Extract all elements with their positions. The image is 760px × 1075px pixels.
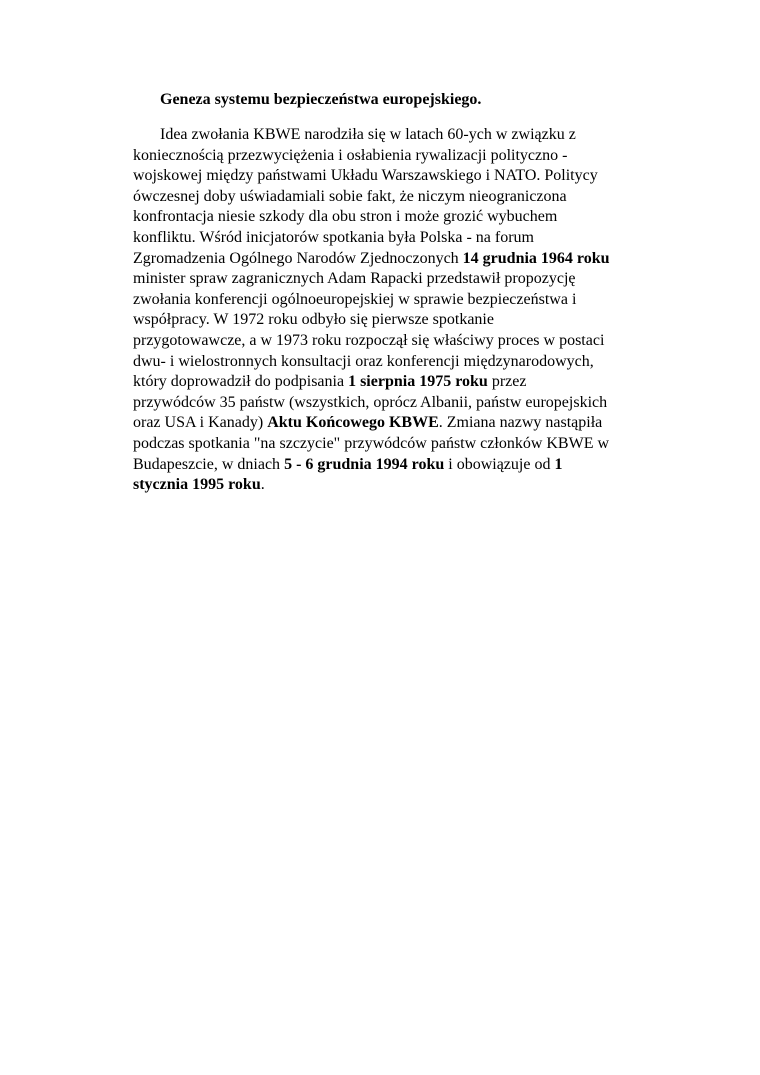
bold-text-run: 1 sierpnia 1975 roku (348, 373, 488, 391)
text-run: i obowiązuje od (444, 455, 555, 473)
text-run: Budapeszcie, w dniach (133, 455, 285, 473)
text-line (133, 269, 673, 290)
text-run: wojskowej między państwami Układu Warszawskiego i NATO. Politycy (133, 167, 598, 185)
text-run: który doprowadził do podpisania (133, 373, 349, 391)
bold-text-run: 14 grudnia 1964 roku (462, 249, 610, 267)
text-line (133, 331, 673, 352)
text-line (133, 125, 673, 146)
text-line (133, 352, 673, 373)
text-run: ówczesnej doby uświadamiali sobie fakt, że niczym nieograniczona (133, 187, 567, 205)
text-line (133, 249, 673, 270)
text-line (133, 166, 673, 187)
text-line (133, 413, 673, 434)
text-run: konfrontacja niesie szkody dla obu stron i może grozić wybuchem (133, 208, 558, 226)
text-run: współpracy. W 1972 roku odbyło się pierwsze spotkanie (133, 311, 494, 329)
text-line (133, 310, 673, 331)
bold-text-run: stycznia 1995 roku (133, 476, 261, 494)
body-paragraph (133, 125, 673, 496)
bold-text-run: Aktu Końcowego KBWE (267, 414, 439, 432)
document-title: Geneza systemu bezpieczeństwa europejskiego. (160, 91, 482, 108)
text-line (133, 228, 673, 249)
text-run: przez (487, 373, 527, 391)
text-run: . (260, 476, 265, 494)
bold-text-run: 1 (554, 455, 563, 473)
text-line (133, 455, 673, 476)
document-content (133, 88, 673, 496)
text-line (133, 475, 673, 496)
text-line (133, 434, 673, 455)
text-run: zwołania konferencji ogólnoeuropejskiej w sprawie bezpieczeństwa i (133, 290, 577, 308)
text-run: Idea zwołania KBWE narodziła się w latach 60-ych w związku z (160, 126, 576, 143)
text-run: Zgromadzenia Ogólnego Narodów Zjednoczonych (133, 249, 463, 267)
text-line (133, 372, 673, 393)
bold-text-run: 5 - 6 grudnia 1994 roku (284, 455, 445, 473)
text-run: przywódców 35 państw (wszystkich, oprócz Albanii, państw europejskich (133, 393, 608, 411)
text-line (133, 207, 673, 228)
text-line (133, 146, 673, 167)
text-run: konfliktu. Wśród inicjatorów spotkania była Polska - na forum (133, 228, 534, 246)
text-run: oraz USA i Kanady) (133, 414, 268, 432)
text-run: podczas spotkania "na szczycie" przywódców państw członków KBWE w (133, 434, 610, 452)
text-line (133, 290, 673, 311)
text-run: koniecznością przezwyciężenia i osłabienia rywalizacji polityczno - (133, 146, 568, 164)
text-run: minister spraw zagranicznych Adam Rapacki przedstawił propozycję (133, 270, 576, 288)
text-run: . Zmiana nazwy nastąpiła (438, 414, 603, 432)
text-run: dwu- i wielostronnych konsultacji oraz konferencji międzynarodowych, (133, 352, 594, 370)
text-run: przygotowawcze, a w 1973 roku rozpoczął się właściwy proces w postaci (133, 331, 605, 349)
text-line (133, 393, 673, 414)
text-line (133, 187, 673, 208)
